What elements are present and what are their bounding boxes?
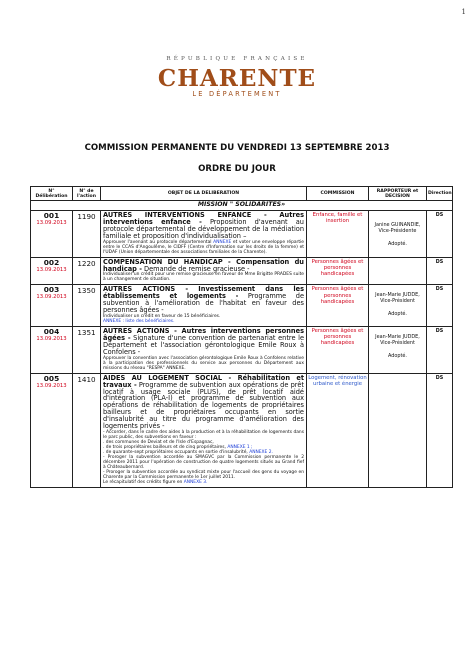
mission-row xyxy=(31,201,453,211)
rapporteur-name: Janine GUINANDIE, Vice-Présidente xyxy=(374,222,421,234)
objet-title: AUTRES ACTIONS - Autres interventions personnes âgées - xyxy=(103,327,304,342)
objet-cell xyxy=(101,373,307,487)
objet-title: AIDES AU LOGEMENT SOCIAL - Réhabilitation et travaux - xyxy=(103,373,304,389)
decision-text: Adopté. xyxy=(388,311,407,318)
objet-text: Demande de remise gracieuse - xyxy=(141,264,250,273)
direction-code: DS xyxy=(427,257,453,285)
annexe-link[interactable]: ANNEXE 2. xyxy=(249,449,273,455)
deliberation-cell xyxy=(31,211,73,258)
objet-cell xyxy=(101,327,307,374)
commission-name: Personnes âgées et personnes handicapées xyxy=(307,257,369,285)
header-objet: OBJET DE LA DELIBERATION xyxy=(101,187,307,201)
commission-name: Enfance, famille et insertion xyxy=(307,211,369,258)
objet-detail: . de trois propriétaires bailleurs et de cinq propriétaires, xyxy=(103,444,228,450)
objet-title: AUTRES ACTIONS - Investissement dans les établissements et logements - xyxy=(103,285,304,301)
objet-detail: Individualiser un crédit en faveur de 15 bénéficiaires. xyxy=(103,314,221,320)
objet-text: Proposition d'avenant au protocole départemental de développement de la médiation familiale et proposition d'individualisation – xyxy=(103,217,304,240)
deliberation-number: 004 xyxy=(43,327,60,337)
table-row xyxy=(31,373,453,487)
table-row xyxy=(31,285,453,327)
deliberation-date: 13.09.2013 xyxy=(36,294,67,301)
deliberation-date: 13.09.2013 xyxy=(36,336,67,343)
annexe-link[interactable]: ANNEXE 3. xyxy=(183,479,208,485)
deliberation-date: 13.09.2013 xyxy=(36,220,67,226)
rapporteur-cell xyxy=(369,327,427,374)
objet-detail: Le récapitulatif des crédits figure en xyxy=(103,479,184,485)
objet-title: AUTRES INTERVENTIONS ENFANCE - Autres interventions enfance - xyxy=(103,211,304,226)
decision-text: Adopté. xyxy=(388,353,407,360)
annexe-link[interactable]: ANNEXE : liste des bénéficiaires. xyxy=(103,319,175,325)
objet-cell xyxy=(101,257,307,285)
table-row xyxy=(31,257,453,285)
deliberation-number: 003 xyxy=(43,285,60,295)
deliberation-cell xyxy=(31,373,73,487)
objet-detail: Approuver l'avenant au protocole départemental xyxy=(103,239,214,245)
deliberation-date: 13.09.2013 xyxy=(36,266,67,273)
decision-text: Adopté. xyxy=(388,241,407,247)
deliberation-date: 13.09.2013 xyxy=(36,382,67,389)
objet-detail: - Accorder, dans le cadre des aides à la production et à la réhabilitation de logements dans le parc public, des subventions en faveur : xyxy=(103,429,304,440)
commission-name: Personnes âgées et personnes handicapées xyxy=(307,327,369,374)
objet-cell xyxy=(101,211,307,258)
letterhead xyxy=(0,56,474,98)
document-title: COMMISSION PERMANENTE DU VENDREDI 13 SEPTEMBRE 2013 xyxy=(84,143,390,153)
objet-detail: Approuver la convention avec l'association gérontologique Emile Roux à Confolens relative à la participation des professionnels du service aux personnes du Département aux missions du réseau "RESPA" ANNEXE. xyxy=(103,355,304,371)
objet-text: Programme de subvention aux opérations de prêt locatif à usage sociale (PLUS), de prêt locatif aidé d'intégration (PLA-I) et programme de subvention aux opérations de réhabilitation de logements de propriétaires bailleurs et de propriétaires occupants en sortie d'insalubrité au titre du programme d'amélioration des logements privés - xyxy=(103,380,304,431)
table-header-row xyxy=(31,187,453,201)
deliberation-number: 002 xyxy=(43,257,60,267)
header-commission: COMMISSION xyxy=(307,187,369,201)
brand-subtitle: LE DÉPARTEMENT xyxy=(192,90,282,98)
header-rapporteur: RAPPORTEUR et DECISION xyxy=(369,187,427,201)
rapporteur-cell xyxy=(369,257,427,285)
rapporteur-cell xyxy=(369,211,427,258)
header-action: N° de l'action xyxy=(73,187,101,201)
annexe-link[interactable]: ANNEXE xyxy=(213,239,232,245)
header-direction: Direction xyxy=(427,187,453,201)
direction-code: DS xyxy=(427,211,453,258)
objet-detail: Individualiser un crédit pour une remise gracieuse en faveur de Mme Brigitte PRADES suite à un changement de situation. xyxy=(103,272,304,283)
objet-text: Signature d'une convention de partenariat entre le Département et l'association gérontologique Emile Roux à Confolens - xyxy=(103,333,304,356)
mission-label: MISSION " SOLIDARITES» xyxy=(31,201,453,211)
rapporteur-cell xyxy=(369,373,427,487)
deliberation-number: 005 xyxy=(43,373,60,383)
action-number: 1220 xyxy=(73,257,101,285)
objet-detail: - Proroger la subvention accordée au syndicat mixte pour l'accueil des gens du voyage en Charente par la Commission permanente le 1er juillet 2011. xyxy=(103,469,304,480)
objet-detail: . de quarante-sept propriétaires occupants en sortie d'insalubrité, xyxy=(103,449,250,455)
table-row xyxy=(31,211,453,258)
objet-title: COMPENSATION DU HANDICAP - Compensation du handicap - xyxy=(103,257,304,273)
deliberation-cell xyxy=(31,257,73,285)
objet-detail-continued: et voter une enveloppe répartie entre le CCAS d'Angoulême, le CIDFF (Centre d'Information sur les droits de la femme) et l'UDAF (Union départementale des associations familiales de la Charente). xyxy=(103,239,304,255)
deliberation-cell xyxy=(31,327,73,374)
action-number: 1351 xyxy=(73,327,101,374)
deliberation-number: 001 xyxy=(43,211,60,220)
direction-code: DS xyxy=(427,327,453,374)
republic-label: RÉPUBLIQUE FRANÇAISE xyxy=(166,56,308,62)
document-subtitle: ORDRE DU JOUR xyxy=(198,164,276,174)
commission-name: Logement, rénovation urbaine et énergie xyxy=(307,373,369,487)
action-number: 1350 xyxy=(73,285,101,327)
direction-code: DS xyxy=(427,373,453,487)
brand-logo-text: CHARENTE xyxy=(157,65,317,92)
table-row xyxy=(31,327,453,374)
rapporteur-cell xyxy=(369,285,427,327)
objet-detail: - Proroger la subvention accordée au SMAGVC par la Commission permanente le 2 décembre 2011 pour l'opération de construction de quatre logements situés au Grand fief à Châteaubernard. xyxy=(103,454,304,470)
agenda-table xyxy=(30,186,453,488)
commission-name: Personnes âgées et personnes handicapées xyxy=(307,285,369,327)
objet-detail: . des communes de Deviat et de l'Isle d'Espagnac, xyxy=(103,439,214,445)
annexe-link[interactable]: ANNEXE 1 ; xyxy=(227,444,253,450)
deliberation-cell xyxy=(31,285,73,327)
objet-cell xyxy=(101,285,307,327)
header-deliberation: N° Délibération xyxy=(31,187,73,201)
page-number: 1 xyxy=(461,8,466,16)
direction-code: DS xyxy=(427,285,453,327)
objet-text: Programme de subvention à l'amélioration de l'habitat en faveur des personnes âgées - xyxy=(103,292,305,315)
action-number: 1190 xyxy=(73,211,101,258)
rapporteur-name: Jean-Marie JUDDE, Vice-Président xyxy=(375,334,420,347)
rapporteur-name: Jean-Marie JUDDE, Vice-Président xyxy=(375,292,420,305)
action-number: 1410 xyxy=(73,373,101,487)
